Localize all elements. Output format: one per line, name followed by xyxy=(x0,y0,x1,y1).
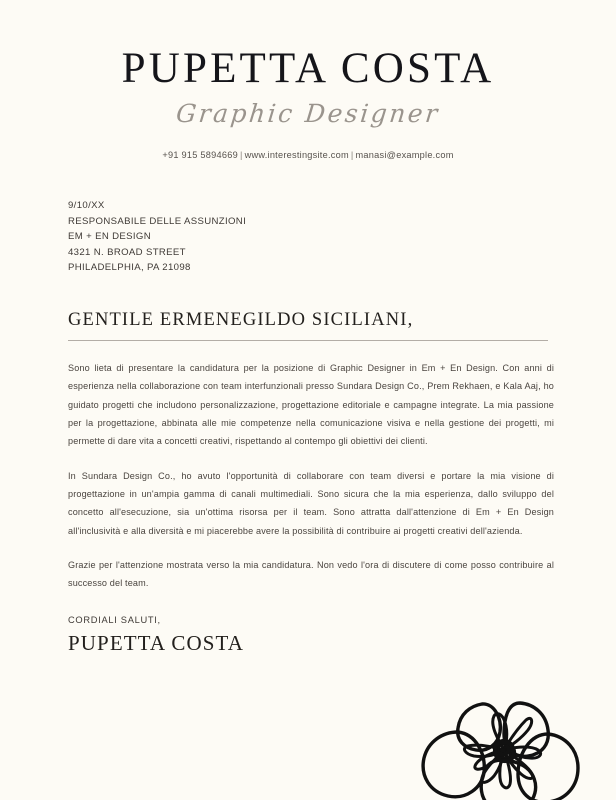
salutation-divider xyxy=(68,340,548,341)
job-title-subtitle: Graphic Designer xyxy=(174,99,442,129)
body-paragraph: Grazie per l'attenzione mostrata verso la mia candidatura. Non vedo l'ora di discutere di come posso contribuire al successo del team. xyxy=(68,560,554,589)
contact-phone: +91 915 5894669 xyxy=(162,150,238,161)
letter-body xyxy=(0,359,616,593)
contact-line xyxy=(0,150,616,160)
salutation: GENTILE ERMENEGILDO SICILIANI, xyxy=(68,309,414,330)
contact-separator-2: | xyxy=(350,150,354,161)
recipient-city-state-zip: PHILADELPHIA, PA 21098 xyxy=(68,262,191,274)
recipient-address-block xyxy=(0,198,616,276)
flower-illustration xyxy=(420,688,588,800)
page-title: PUPETTA COSTA xyxy=(121,45,495,92)
recipient-street: 4321 N. BROAD STREET xyxy=(68,246,186,258)
closing-label: CORDIALI SALUTI, xyxy=(68,614,161,625)
signature-name: PUPETTA COSTA xyxy=(68,630,245,655)
salutation-section xyxy=(0,310,616,341)
letter-date: 9/10/XX xyxy=(68,200,105,212)
contact-email[interactable]: manasi@example.com xyxy=(355,150,454,161)
body-paragraph: In Sundara Design Co., ho avuto l'opportunità di collaborare con team diversi e portare la mia visione di progettazione in un'ampia gamma di canali multimediali. Sono sicura che la mia esperienza, dallo sviluppo del concetto all'esecuzione, sia un'ottima risorsa per il team. Sono attratta dall'attenzione di Em + En Design all'inclusività e alla diversità e mi piacerebbe avere la possibilità di contribuire ai progetti creativi dell'azienda. xyxy=(68,470,554,536)
recipient-company: EM + EN DESIGN xyxy=(68,231,151,243)
letter-closing xyxy=(0,615,616,656)
flower-icon xyxy=(420,688,588,800)
contact-website[interactable]: www.interestingsite.com xyxy=(244,150,349,161)
recipient-title: RESPONSABILE DELLE ASSUNZIONI xyxy=(68,215,247,227)
body-paragraph: Sono lieta di presentare la candidatura per la posizione di Graphic Designer in Em + En Design. Con anni di esperienza nella collaborazione con team interfunzionali presso Sundara Design Co., Prem Rekhaen, e Kala Aaj, ho guidato progetti che includono personalizzazione, progettazione editoriale e campagne integrate. La mia passione per la progettazione, abbinata alle mie competenze nella comunicazione visiva e nella gestione dei progetti, mi permette di dare vita a concetti creativi, rispettando al contempo gli obiettivi dei clienti. xyxy=(68,362,554,447)
contact-separator-1: | xyxy=(239,150,243,161)
letterhead xyxy=(0,0,616,160)
